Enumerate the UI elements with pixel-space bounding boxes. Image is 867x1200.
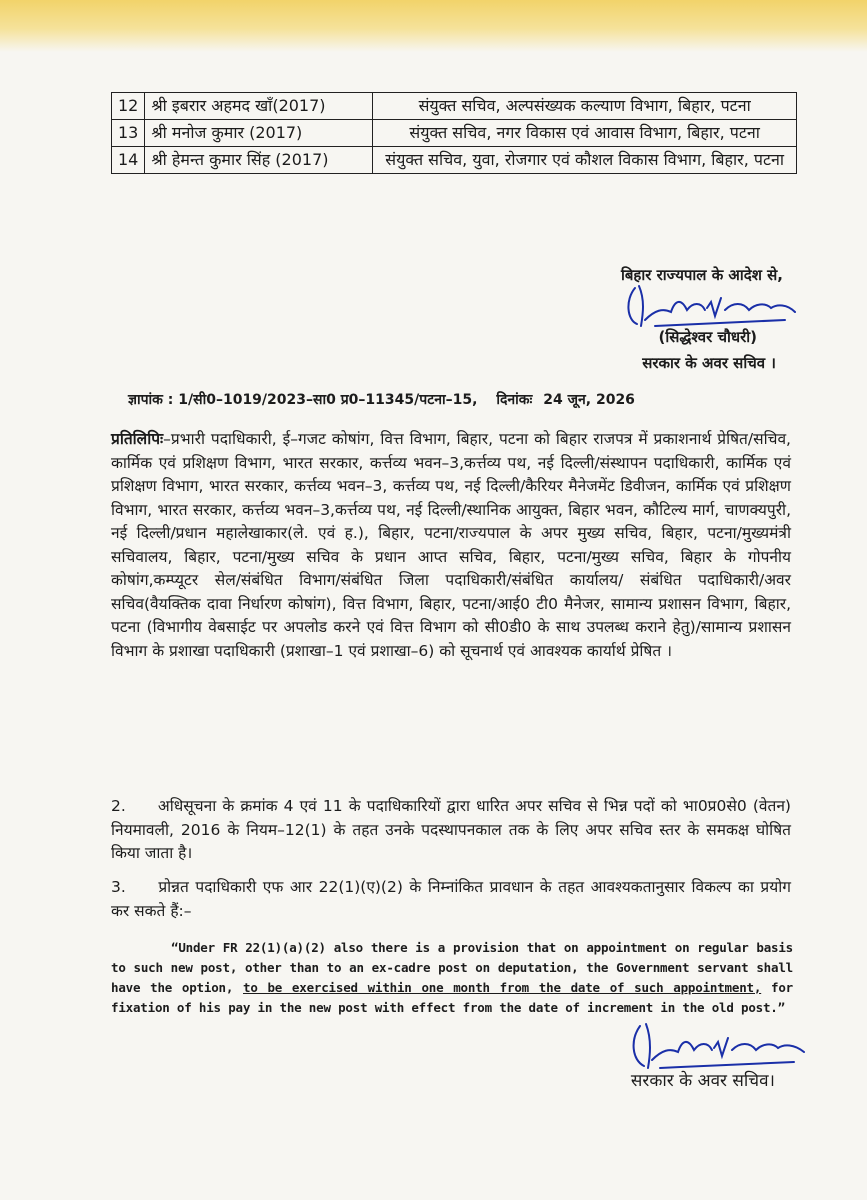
signatory-name: (सिद्धेश्वर चौधरी) [658, 328, 757, 346]
memo-line [128, 390, 635, 409]
quote-underlined: to be exercised within one month from the date of such appointment, [243, 980, 762, 995]
fr-quotation [111, 938, 793, 1018]
closing-designation: सरकार के अवर सचिव। [630, 1071, 775, 1091]
officer-post: संयुक्त सचिव, अल्पसंख्यक कल्याण विभाग, बिहार, पटना [373, 93, 797, 120]
signatory-designation: सरकार के अवर सचिव । [642, 354, 776, 372]
table-row [112, 93, 797, 120]
governor-order-line: बिहार राज्यपाल के आदेश से, [620, 266, 783, 284]
para-3-text: प्रोन्नत पदाधिकारी एफ आर 22(1)(ए)(2) के निम्नांकित प्रावधान के तहत आवश्यकतानुसार विकल्प का प्रयोग कर सकते हैं:– [111, 878, 791, 920]
paragraph-3 [111, 876, 791, 923]
quote-part-2: for fixation of his pay in the new post with effect from the date of increment in the old post.” [111, 980, 793, 1015]
copy-lead: प्रतिलिपिः [111, 430, 164, 448]
copy-text: –प्रभारी पदाधिकारी, ई–गजट कोषांग, वित्त विभाग, बिहार, पटना को बिहार राजपत्र में प्रकाशनार्थ प्रेषित/सचिव, कार्मिक एवं प्रशिक्षण विभाग, भारत सरकार, कर्त्तव्य भवन–3,कर्त्तव्य पथ, नई दिल्ली/संस्थापन पदाधिकारी, कार्मिक एवं प्रशिक्षण विभाग, भारत सरकार, कर्त्तव्य भवन–3, कर्त्तव्य पथ, नई दिल्ली/कैरियर मैनेजमेंट डिवीजन, कार्मिक एवं प्रशिक्षण विभाग, भारत सरकार, कर्त्तव्य भवन–3,कर्त्तव्य पथ, नई दिल्ली/स्थानिक आयुक्त, बिहार भवन, कौटिल्य मार्ग, चाणक्यपुरी, नई दिल्ली/प्रधान महालेखाकार(ले. एवं ह.), बिहार, पटना/राज्यपाल के अपर मुख्य सचिव, बिहार, पटना/मुख्यमंत्री सचिवालय, बिहार, पटना/मुख्य सचिव के प्रधान आप्त सचिव, बिहार, पटना/मुख्य सचिव, बिहार के गोपनीय कोषांग,कम्प्यूटर सेल/संबंधित विभाग/संबंधित जिला पदाधिकारी/संबंधित कार्यालय/ संबंधित पदाधिकारी/अवर सचिव(वैयक्तिक दावा निर्धारण कोषांग), वित्त विभाग, बिहार, पटना/आई0 टी0 मैनेजर, सामान्य प्रशासन विभाग, बिहार, पटना (विभागीय वेबसाईट पर अपलोड करने एवं वित्त विभाग को सी0डी0 के साथ उपलब्ध कराने हेतु)/सामान्य प्रशासन विभाग के प्रशाखा पदाधिकारी (प्रशाखा–1 एवं प्रशाखा–6) को सूचनार्थ एवं आवश्यक कार्यार्थ प्रेषित । [111, 430, 792, 660]
row-number: 13 [112, 120, 145, 147]
paragraph-2 [111, 795, 791, 866]
para-3-number: 3. [111, 878, 126, 896]
officer-post: संयुक्त सचिव, युवा, रोजगार एवं कौशल विकास विभाग, बिहार, पटना [373, 147, 797, 174]
officer-name: श्री हेमन्त कुमार सिंह (2017) [145, 147, 373, 174]
row-number: 12 [112, 93, 145, 120]
copy-paragraph [111, 428, 791, 663]
table-row [112, 147, 797, 174]
officer-post: संयुक्त सचिव, नगर विकास एवं आवास विभाग, बिहार, पटना [373, 120, 797, 147]
para-2-text: अधिसूचना के क्रमांक 4 एवं 11 के पदाधिकारियों द्वारा धारित अपर सचिव से भिन्न पदों को भा0प्र0से0 (वेतन) नियमावली, 2016 के नियम–12(1) के तहत उनके पदस्थापनकाल तक के लिए अपर सचिव स्तर के समकक्ष घोषित किया जाता है। [111, 797, 791, 862]
officer-name: श्री मनोज कुमार (2017) [145, 120, 373, 147]
para-2-number: 2. [111, 797, 126, 815]
memo-number: ज्ञापांक : 1/सी0–1019/2023–सा0 प्र0–11345/पटना–15, [128, 392, 478, 408]
memo-date: 24 जून, 2026 [543, 392, 635, 408]
table-row [112, 120, 797, 147]
officer-table [111, 92, 797, 174]
row-number: 14 [112, 147, 145, 174]
officer-name: श्री इबरार अहमद खाँ(2017) [145, 93, 373, 120]
scan-top-shading [0, 0, 867, 52]
memo-date-label: दिनांकः [496, 392, 533, 408]
quote-part-1: “Under FR 22(1)(a)(2) also there is a provision that on appointment on regular basis to such new post, other than to an ex-cadre post on deputation, the Government servant shall have the option, [111, 940, 793, 995]
